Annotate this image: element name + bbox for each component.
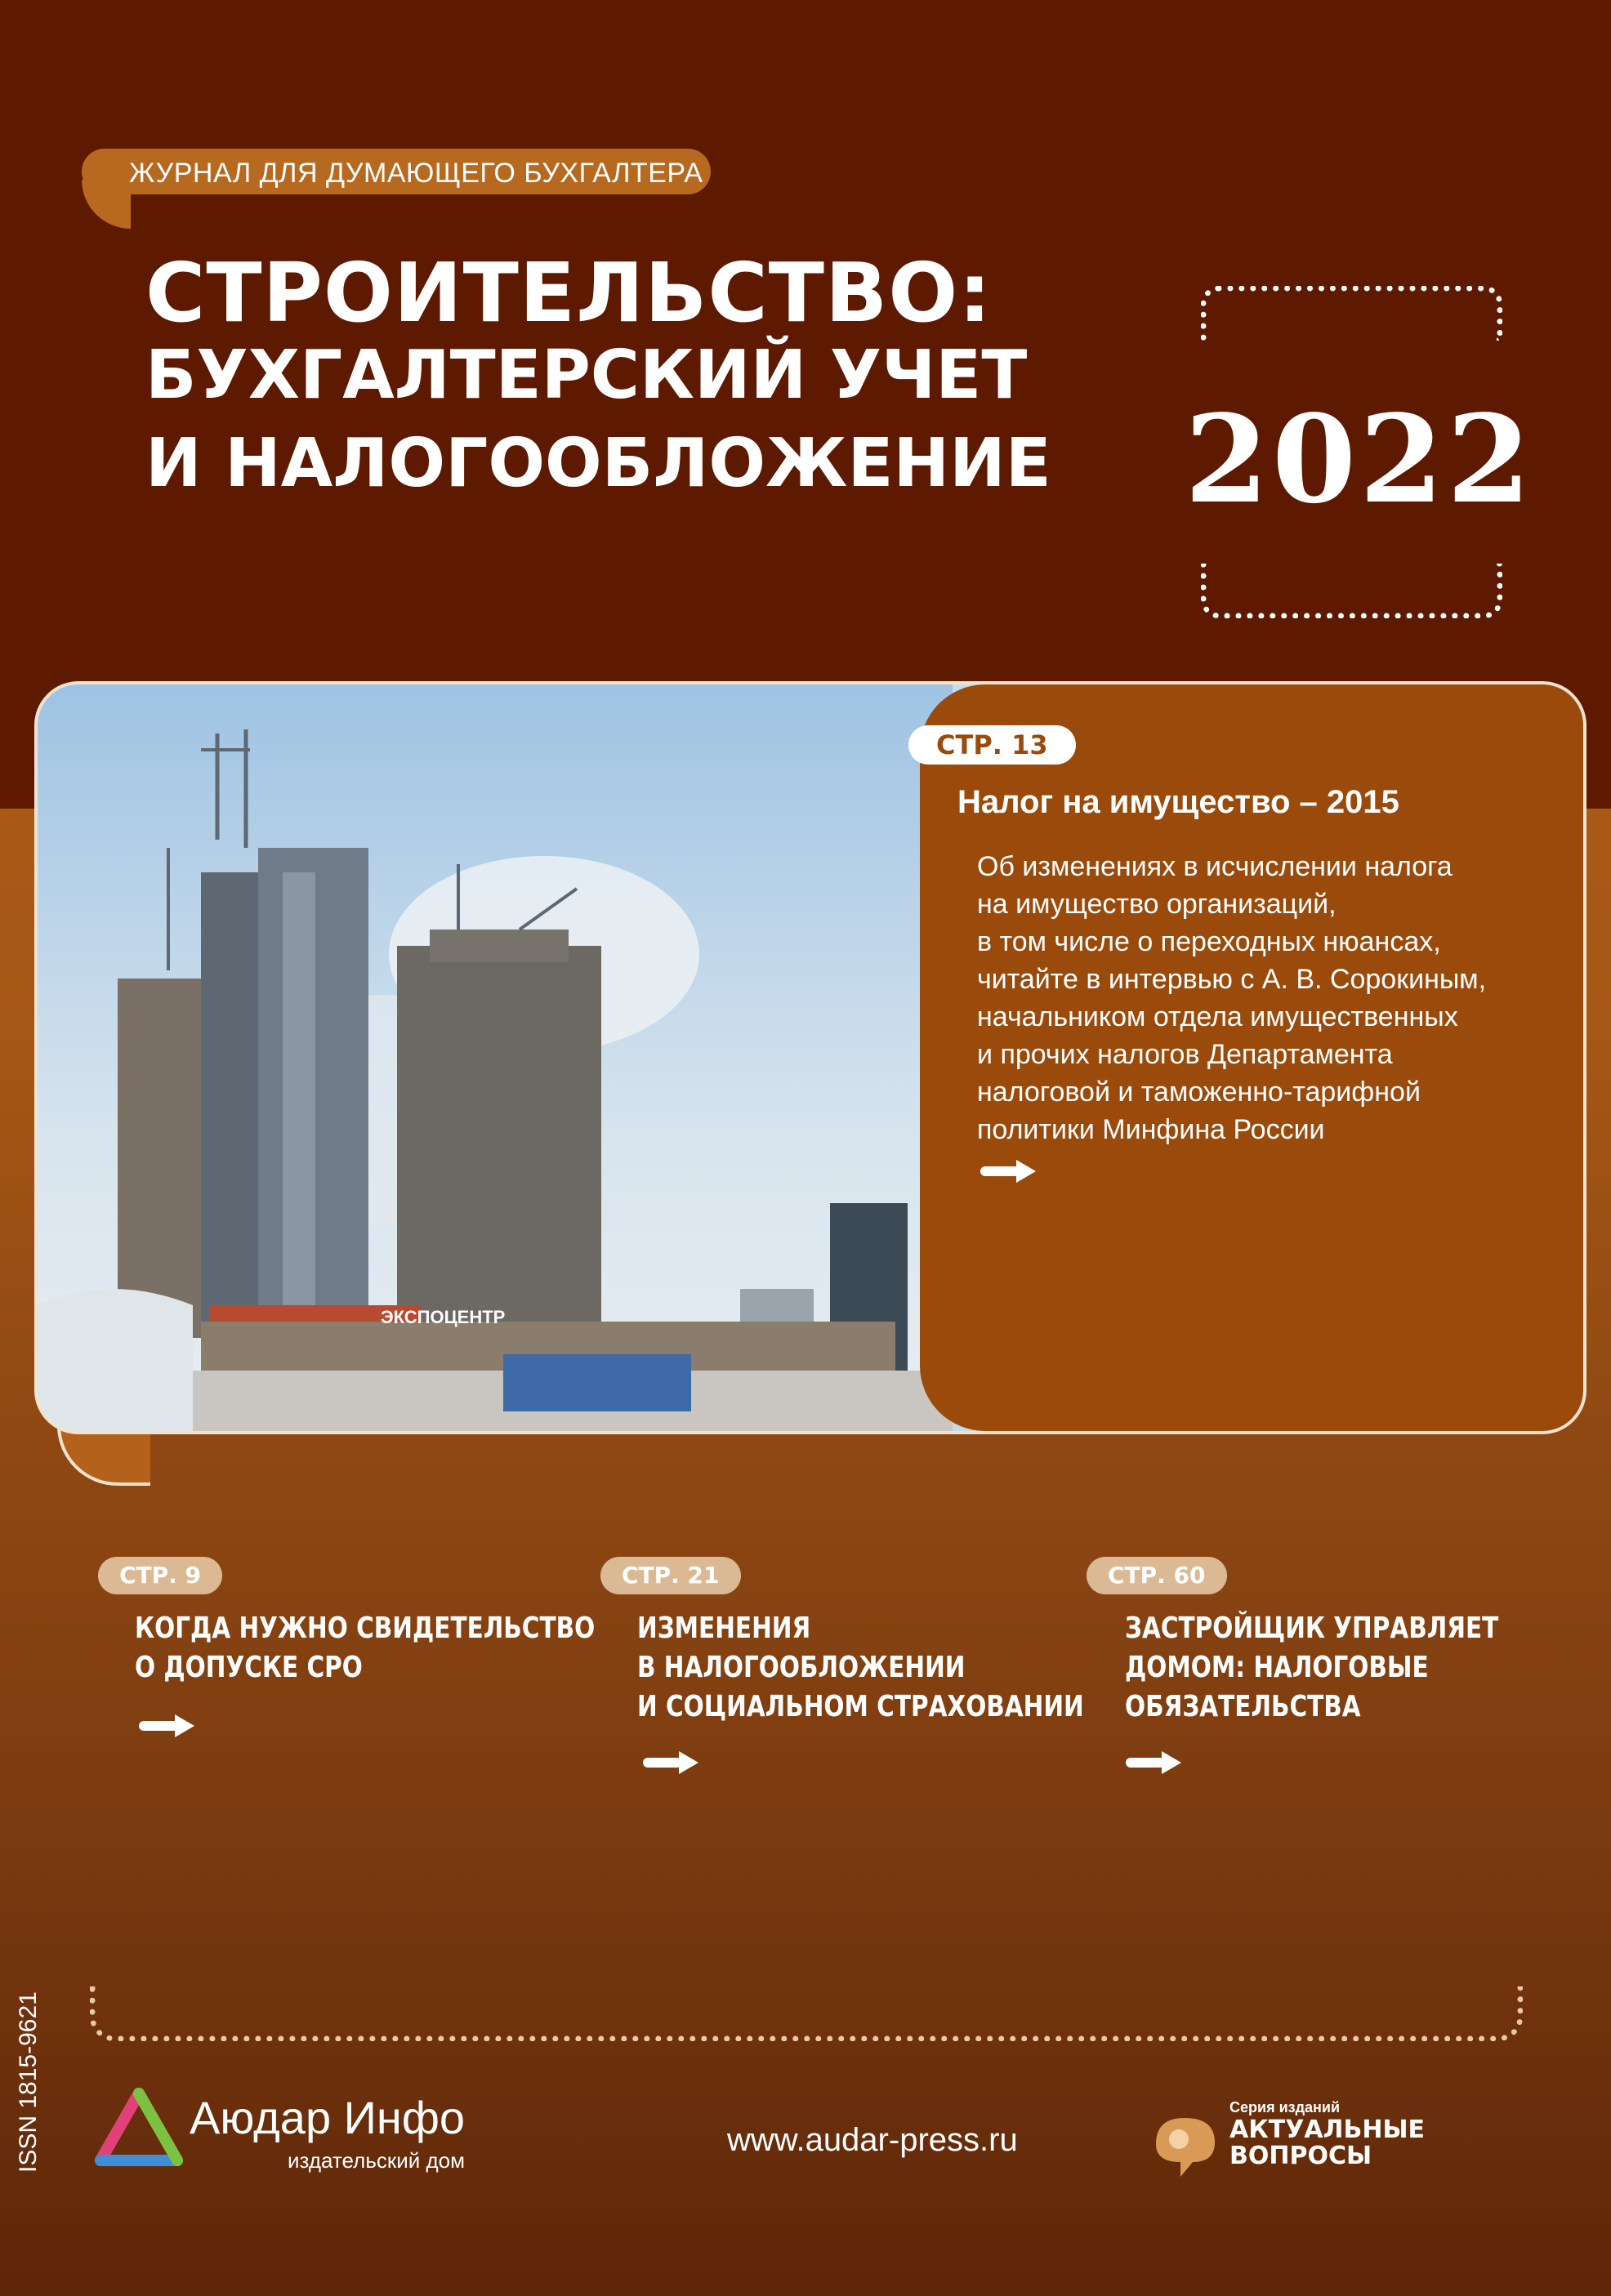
footer-dotted-frame bbox=[90, 1986, 1523, 2041]
sidebar-2-title: ИЗМЕНЕНИЯ В НАЛОГООБЛОЖЕНИИ И СОЦИАЛЬНОМ СТРАХОВАНИИ bbox=[637, 1612, 1084, 1723]
feature-bubble-tail bbox=[57, 1425, 150, 1486]
year-frame-top bbox=[1201, 286, 1502, 341]
feature-page-badge: СТР. 13 bbox=[908, 725, 1076, 765]
series-logo-icon bbox=[1148, 2111, 1221, 2181]
title-line-2: БУХГАЛТЕРСКИЙ УЧЕТ bbox=[145, 337, 1028, 414]
title-line-1: СТРОИТЕЛЬСТВО: bbox=[145, 245, 993, 341]
website-link[interactable]: www.audar-press.ru bbox=[727, 2122, 1018, 2158]
sidebar-1-arrow-icon[interactable] bbox=[136, 1711, 198, 1741]
sidebar-3-arrow-icon[interactable] bbox=[1122, 1748, 1185, 1777]
issn-number: ISSN 1815-9621 bbox=[15, 1991, 42, 2173]
tagline-text: ЖУРНАЛ ДЛЯ ДУМАЮЩЕГО БУХГАЛТЕРА bbox=[129, 158, 703, 189]
tagline-badge bbox=[82, 149, 711, 194]
series-title: АКТУАЛЬНЫЕ ВОПРОСЫ bbox=[1229, 2115, 1426, 2170]
series-caption: Серия изданий bbox=[1229, 2099, 1341, 2115]
publisher-subtitle: издательский дом bbox=[288, 2148, 466, 2173]
issue-year: 2022 bbox=[1185, 388, 1534, 530]
construction-photo bbox=[38, 684, 953, 1431]
year-frame-bottom bbox=[1201, 564, 1502, 618]
audar-logo-icon bbox=[94, 2087, 184, 2177]
sidebar-3-page-badge: СТР. 60 bbox=[1087, 1557, 1227, 1594]
sidebar-1-title: КОГДА НУЖНО СВИДЕТЕЛЬСТВО О ДОПУСКЕ СРО bbox=[135, 1612, 596, 1684]
feature-arrow-icon[interactable] bbox=[977, 1157, 1039, 1186]
feature-headline: Налог на имущество – 2015 bbox=[957, 784, 1399, 820]
photo-sign: ЭКСПОЦЕНТР bbox=[381, 1307, 506, 1327]
sidebar-3-title: ЗАСТРОЙЩИК УПРАВЛЯЕТ ДОМОМ: НАЛОГОВЫЕ ОБЯЗАТЕЛЬСТВА bbox=[1125, 1612, 1499, 1723]
sidebar-2-arrow-icon[interactable] bbox=[640, 1748, 702, 1777]
publisher-name: Аюдар Инфо bbox=[190, 2092, 466, 2143]
sidebar-1-page-badge: СТР. 9 bbox=[98, 1557, 222, 1594]
sidebar-2-page-badge: СТР. 21 bbox=[600, 1557, 741, 1594]
feature-description: Об изменениях в исчислении налога на имущество организаций, в том числе о переходных нюансах, читайте в интервью с А. В. Сорокиным, начальником отдела имущественных и прочих налогов Департамента налоговой и таможенно-тарифной политики Минфина России bbox=[977, 851, 1487, 1145]
title-line-3: И НАЛОГООБЛОЖЕНИЕ bbox=[145, 425, 1051, 502]
